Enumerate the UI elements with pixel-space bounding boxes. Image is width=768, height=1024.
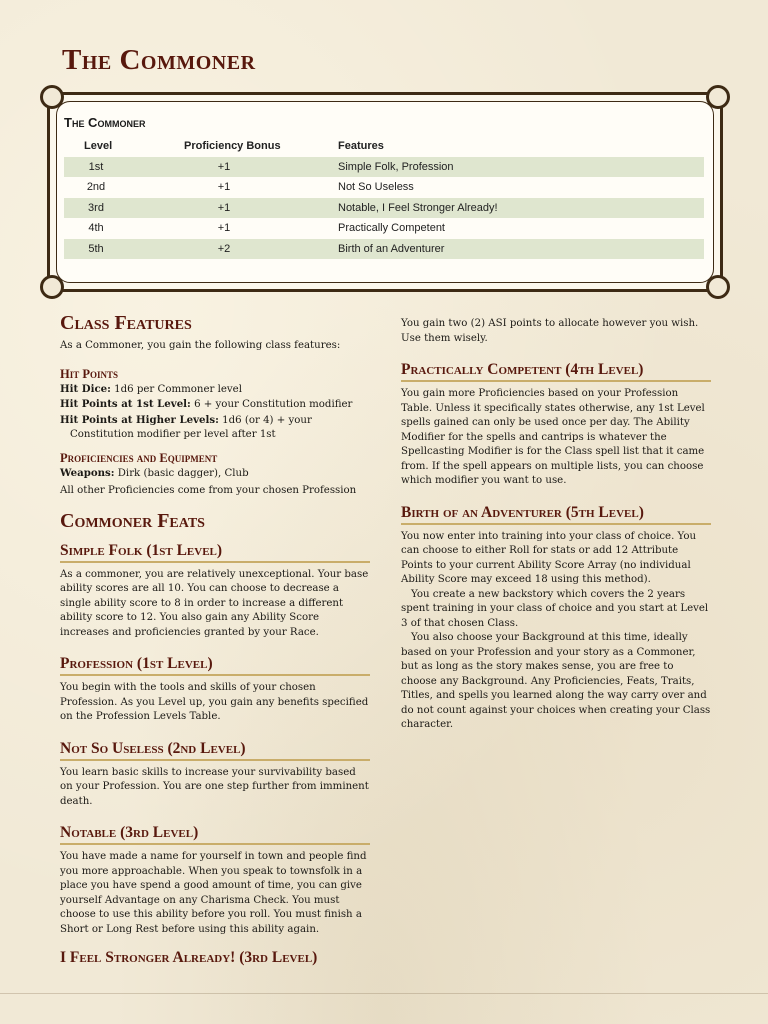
hp-first-level-label: Hit Points at 1st Level: bbox=[60, 398, 191, 410]
page-title: The Commoner bbox=[62, 44, 256, 76]
cell-bonus: +1 bbox=[217, 181, 231, 193]
notable-text: You have made a name for yourself in town and people find you more approachable. When you speak to townsfolk in a place you have spend a good amount of time, you can give yourself Advantage on any Charisma Check. You must choose to use this ability before you roll. You must finish a Short or Long Rest before using this ability again. bbox=[60, 851, 367, 935]
cell-features: Birth of an Adventurer bbox=[338, 242, 445, 255]
competent-text: You gain more Proficiencies based on your Profession Table. Unless it specifically states otherwise, any 1st Level spells gained can only be used once per day. The Ability Modifier for the spells and cantrips is whatever the Spellcasting Modifier is for the Class spell list that it came from. If the spell appears on multiple lists, you can choose which modifier you want to use. bbox=[401, 388, 705, 486]
cell-features: Simple Folk, Profession bbox=[338, 160, 454, 173]
commoner-feats-heading: Commoner Feats bbox=[60, 509, 205, 532]
not-so-useless-heading: Not So Useless (2nd Level) bbox=[60, 740, 370, 761]
class-features-intro: As a Commoner, you gain the following class features: bbox=[60, 340, 341, 351]
birth-text-1: You now enter into training into your class of choice. You can choose to either Roll for stats or add 12 Attribute Points to your current Ability Score Array (no individual Ability Score may exceed 18 using this method). bbox=[401, 530, 697, 585]
birth-text-2: You create a new backstory which covers the 2 years spent training in your class of choice and you start at Level 3 of that chosen Class. bbox=[401, 588, 709, 629]
cell-features: Notable, I Feel Stronger Already! bbox=[338, 201, 498, 214]
hp-higher-levels-line bbox=[60, 413, 370, 443]
simple-folk-text: As a commoner, you are relatively unexceptional. Your base ability scores are all 10. You can choose to decrease a single ability score to 8 in order to increase a different ability score to 12. You also gain any Ability Score increases and proficiencies granted by your Race. bbox=[60, 568, 369, 638]
frame-corner-ornament bbox=[706, 85, 730, 109]
other-proficiencies: All other Proficiencies come from your chosen Profession bbox=[60, 485, 357, 496]
hp-higher-levels-label: Hit Points at Higher Levels: bbox=[60, 413, 219, 426]
stronger-text: You gain two (2) ASI points to allocate however you wish. Use them wisely. bbox=[401, 318, 699, 344]
weapons-label: Weapons: bbox=[60, 466, 115, 479]
hit-points-heading: Hit Points bbox=[60, 366, 118, 381]
profession-heading: Profession (1st Level) bbox=[60, 655, 370, 676]
cell-level: 4th bbox=[88, 222, 104, 234]
hp-first-level-line bbox=[60, 397, 370, 413]
cell-bonus: +1 bbox=[217, 201, 231, 214]
cell-level: 2nd bbox=[86, 181, 106, 193]
table-row bbox=[64, 198, 704, 219]
proficiencies-heading: Proficiencies and Equipment bbox=[60, 450, 218, 465]
frame-corner-ornament bbox=[40, 275, 64, 299]
table-row bbox=[64, 218, 704, 239]
table-row bbox=[64, 239, 704, 260]
level-table bbox=[64, 136, 704, 259]
hit-dice-label: Hit Dice: bbox=[60, 382, 111, 395]
competent-heading: Practically Competent (4th Level) bbox=[401, 361, 711, 382]
not-so-useless-text: You learn basic skills to increase your survivability based on your Profession. You are one step further from imminent death. bbox=[60, 766, 369, 807]
cell-features: Practically Competent bbox=[338, 222, 445, 234]
left-column bbox=[60, 312, 370, 968]
header-level: Level bbox=[84, 140, 113, 152]
stronger-heading: I Feel Stronger Already! (3rd Level) bbox=[60, 949, 318, 966]
weapons-value: Dirk (basic dagger), Club bbox=[117, 467, 249, 479]
class-features-heading: Class Features bbox=[60, 312, 192, 334]
simple-folk-heading: Simple Folk (1st Level) bbox=[60, 542, 370, 563]
hit-dice-line bbox=[60, 382, 370, 398]
cell-bonus: +1 bbox=[217, 222, 231, 234]
cell-level: 1st bbox=[88, 160, 104, 173]
hp-higher-levels-value: 1d6 (or 4) + your Constitution modifier per level after 1st bbox=[70, 414, 312, 440]
cell-bonus: +1 bbox=[217, 160, 231, 173]
table-row bbox=[64, 157, 704, 178]
cell-level: 3rd bbox=[88, 201, 104, 214]
header-features: Features bbox=[338, 140, 384, 152]
profession-text: You begin with the tools and skills of your chosen Profession. As you Level up, you gain any benefits specified on the Profession Levels Table. bbox=[60, 682, 369, 722]
header-proficiency: Proficiency Bonus bbox=[184, 140, 281, 152]
weapons-line bbox=[60, 466, 370, 482]
page-footer-ornament bbox=[0, 993, 768, 1006]
frame-corner-ornament bbox=[40, 85, 64, 109]
notable-heading: Notable (3rd Level) bbox=[60, 824, 370, 845]
table-header-row bbox=[64, 136, 704, 157]
hp-first-level-value: 6 + your Constitution modifier bbox=[194, 399, 353, 410]
cell-level: 5th bbox=[88, 242, 104, 255]
cell-features: Not So Useless bbox=[338, 181, 414, 193]
table-title: The Commoner bbox=[64, 115, 146, 130]
hit-dice-value: 1d6 per Commoner level bbox=[114, 383, 242, 395]
birth-text-3: You also choose your Background at this time, ideally based on your Profession and your story as a Commoner, but as long as the story makes sense, you are free to choose any Background. Any Proficiencies, Feats, Traits, Titles, and spells you learned along the way carry over and do not count against your choices when creating your Class character. bbox=[401, 632, 711, 730]
right-column bbox=[401, 317, 711, 733]
table-row bbox=[64, 177, 704, 198]
cell-bonus: +2 bbox=[217, 242, 231, 255]
birth-heading: Birth of an Adventurer (5th Level) bbox=[401, 504, 711, 525]
frame-corner-ornament bbox=[706, 275, 730, 299]
